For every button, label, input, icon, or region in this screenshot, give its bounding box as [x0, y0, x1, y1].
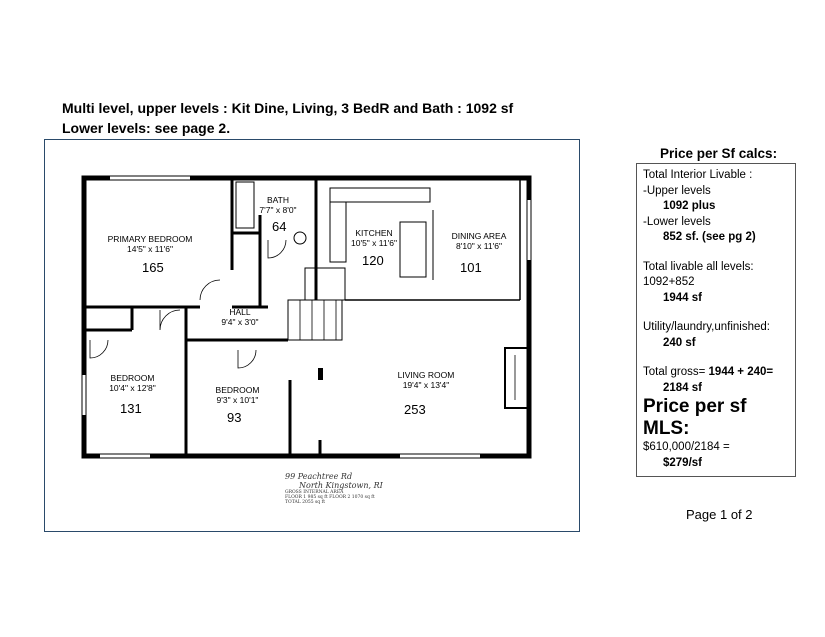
price-per-sf-heading: Price per sf MLS: — [643, 396, 747, 439]
calc-line: Total livable all levels: — [643, 260, 754, 273]
primary-bedroom-label: PRIMARY BEDROOM 14'5" x 11'6" — [107, 234, 193, 254]
handwritten-address-note: 99 Peachtree Rd North Kingstown, RI GROSS INTERNAL AREA FLOOR 1 985 sq ft FLOOR 2 1070 sq ft TOTAL 2055 sq ft — [285, 472, 383, 505]
kitchen-label: KITCHEN 10'5" x 11'6" — [351, 228, 397, 248]
bedroom-1-label: BEDROOM 10'4" x 12'8" — [109, 373, 156, 393]
bedroom-2-area: 93 — [227, 410, 242, 425]
bedroom-1-area: 131 — [120, 401, 142, 416]
calc-line: 1092 plus — [663, 200, 716, 212]
calc-line: 240 sf — [663, 336, 696, 349]
summary-line-2: Lower levels: see page 2. — [62, 120, 231, 136]
primary-bedroom-area: 165 — [142, 260, 164, 275]
calc-line: -Upper levels — [643, 184, 711, 197]
kitchen-area: 120 — [362, 253, 384, 268]
bedroom-2-label: BEDROOM 9'3" x 10'1" — [215, 385, 260, 405]
calc-line: 2184 sf — [663, 381, 703, 394]
bath-label: BATH 7'7" x 8'0" — [259, 195, 297, 215]
living-room-area: 253 — [404, 402, 426, 417]
calc-line: 1944 sf — [663, 291, 703, 304]
exterior-walls — [84, 178, 529, 456]
calc-title: Price per Sf calcs: — [660, 146, 778, 161]
calc-line: 852 sf. (see pg 2) — [663, 231, 756, 243]
dining-area-label: DINING AREA 8'10" x 11'6" — [451, 231, 507, 251]
bath-area: 64 — [272, 219, 287, 234]
calc-line: 1092+852 — [643, 276, 695, 288]
price-calc-box — [636, 163, 796, 477]
calc-line: $610,000/2184 = — [643, 441, 730, 453]
calc-line: Total Interior Livable : — [643, 169, 753, 181]
summary-line-1: Multi level, upper levels : Kit Dine, Living, 3 BedR and Bath : 1092 sf — [62, 100, 514, 116]
calc-line: -Lower levels — [643, 215, 711, 228]
calc-line: Total gross= 1944 + 240= — [643, 366, 774, 378]
hall-label: HALL 9'4" x 3'0" — [221, 307, 259, 327]
living-room-label: LIVING ROOM 19'4" x 13'4" — [397, 370, 455, 390]
dining-area-area: 101 — [460, 260, 482, 275]
page-number: Page 1 of 2 — [686, 507, 753, 522]
calc-line: Utility/laundry,unfinished: — [643, 321, 770, 333]
price-per-sf-result: $279/sf — [663, 456, 703, 469]
